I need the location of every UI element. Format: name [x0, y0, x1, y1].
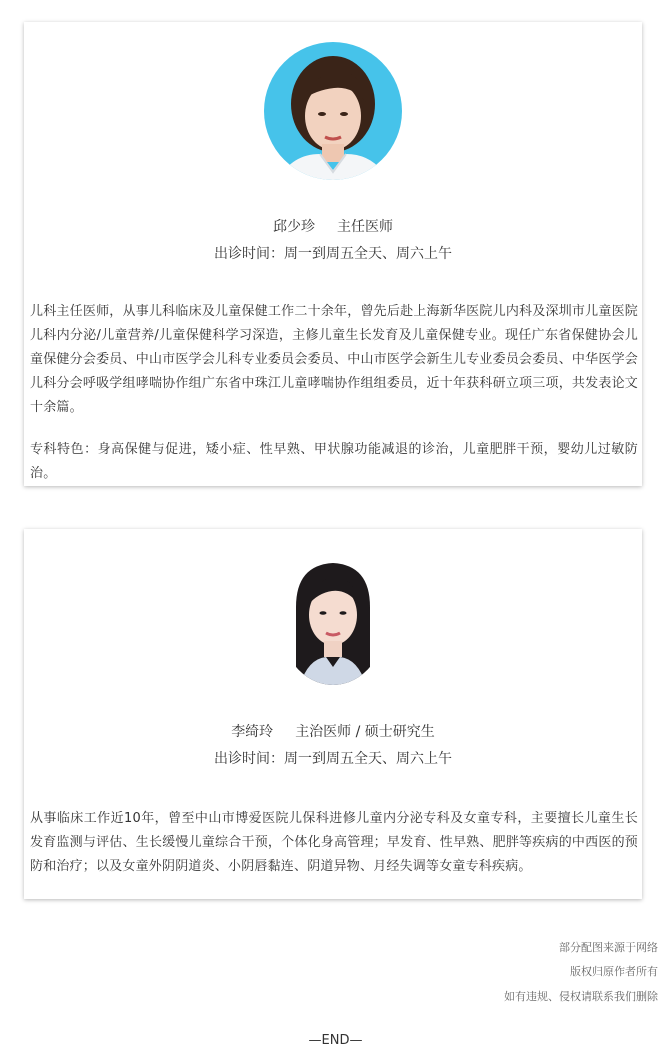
doctor-name-line [24, 721, 642, 741]
doctor-name: 邱少珍 [273, 219, 315, 235]
doctor-portrait-icon [278, 547, 388, 685]
doctor-photo [278, 547, 388, 685]
footer-copyright-note: 版权归原作者所有 [570, 965, 658, 978]
doctor-photo [264, 42, 402, 180]
footer-source-note: 部分配图来源于网络 [559, 941, 658, 954]
doctor-title: 主治医师 / 硕士研究生 [295, 724, 435, 740]
doctor-card-1 [24, 22, 642, 486]
doctor-portrait-icon [264, 42, 402, 180]
doctor-bio: 儿科主任医师，从事儿科临床及儿童保健工作二十余年，曾先后赴上海新华医院儿内科及深圳市儿童医院儿科内分泌/儿童营养/儿童保健科学习深造，主修儿童生长发育及儿童保健专业。现任广东省保健协会儿童保健分会委员、中山市医学会儿科专业委员会委员、中山市医学会新生儿专业委员会委员、中华医学会儿科分会呼吸学组哮喘协作组广东省中珠江儿童哮喘协作组组委员，近十年获科研立项三项，共发表论文十余篇。 [30, 304, 638, 415]
doctor-bio: 从事临床工作近10年，曾至中山市博爱医院儿保科进修儿童内分泌专科及女童专科，主要擅长儿童生长发育监测与评估、生长缓慢儿童综合干预，个体化身高管理；早发育、性早熟、肥胖等疾病的中西医的预防和治疗；以及女童外阴阴道炎、小阴唇黏连、阴道异物、月经失调等女童专科疾病。 [30, 811, 638, 874]
doctor-name-line [24, 216, 642, 236]
doctor-name: 李绮玲 [231, 724, 274, 740]
clinic-hours: 出诊时间：周一到周五全天、周六上午 [214, 751, 452, 767]
doctor-specialty: 专科特色：身高保健与促进，矮小症、性早熟、甲状腺功能减退的诊治，儿童肥胖干预，婴幼儿过敏防治。 [30, 442, 638, 481]
clinic-hours: 出诊时间：周一到周五全天、周六上午 [214, 246, 452, 262]
footer-contact-note: 如有违规、侵权请联系我们删除 [504, 990, 658, 1003]
doctor-title: 主任医师 [337, 219, 393, 235]
doctor-card-2 [24, 529, 642, 899]
end-marker: —END— [308, 1033, 363, 1048]
